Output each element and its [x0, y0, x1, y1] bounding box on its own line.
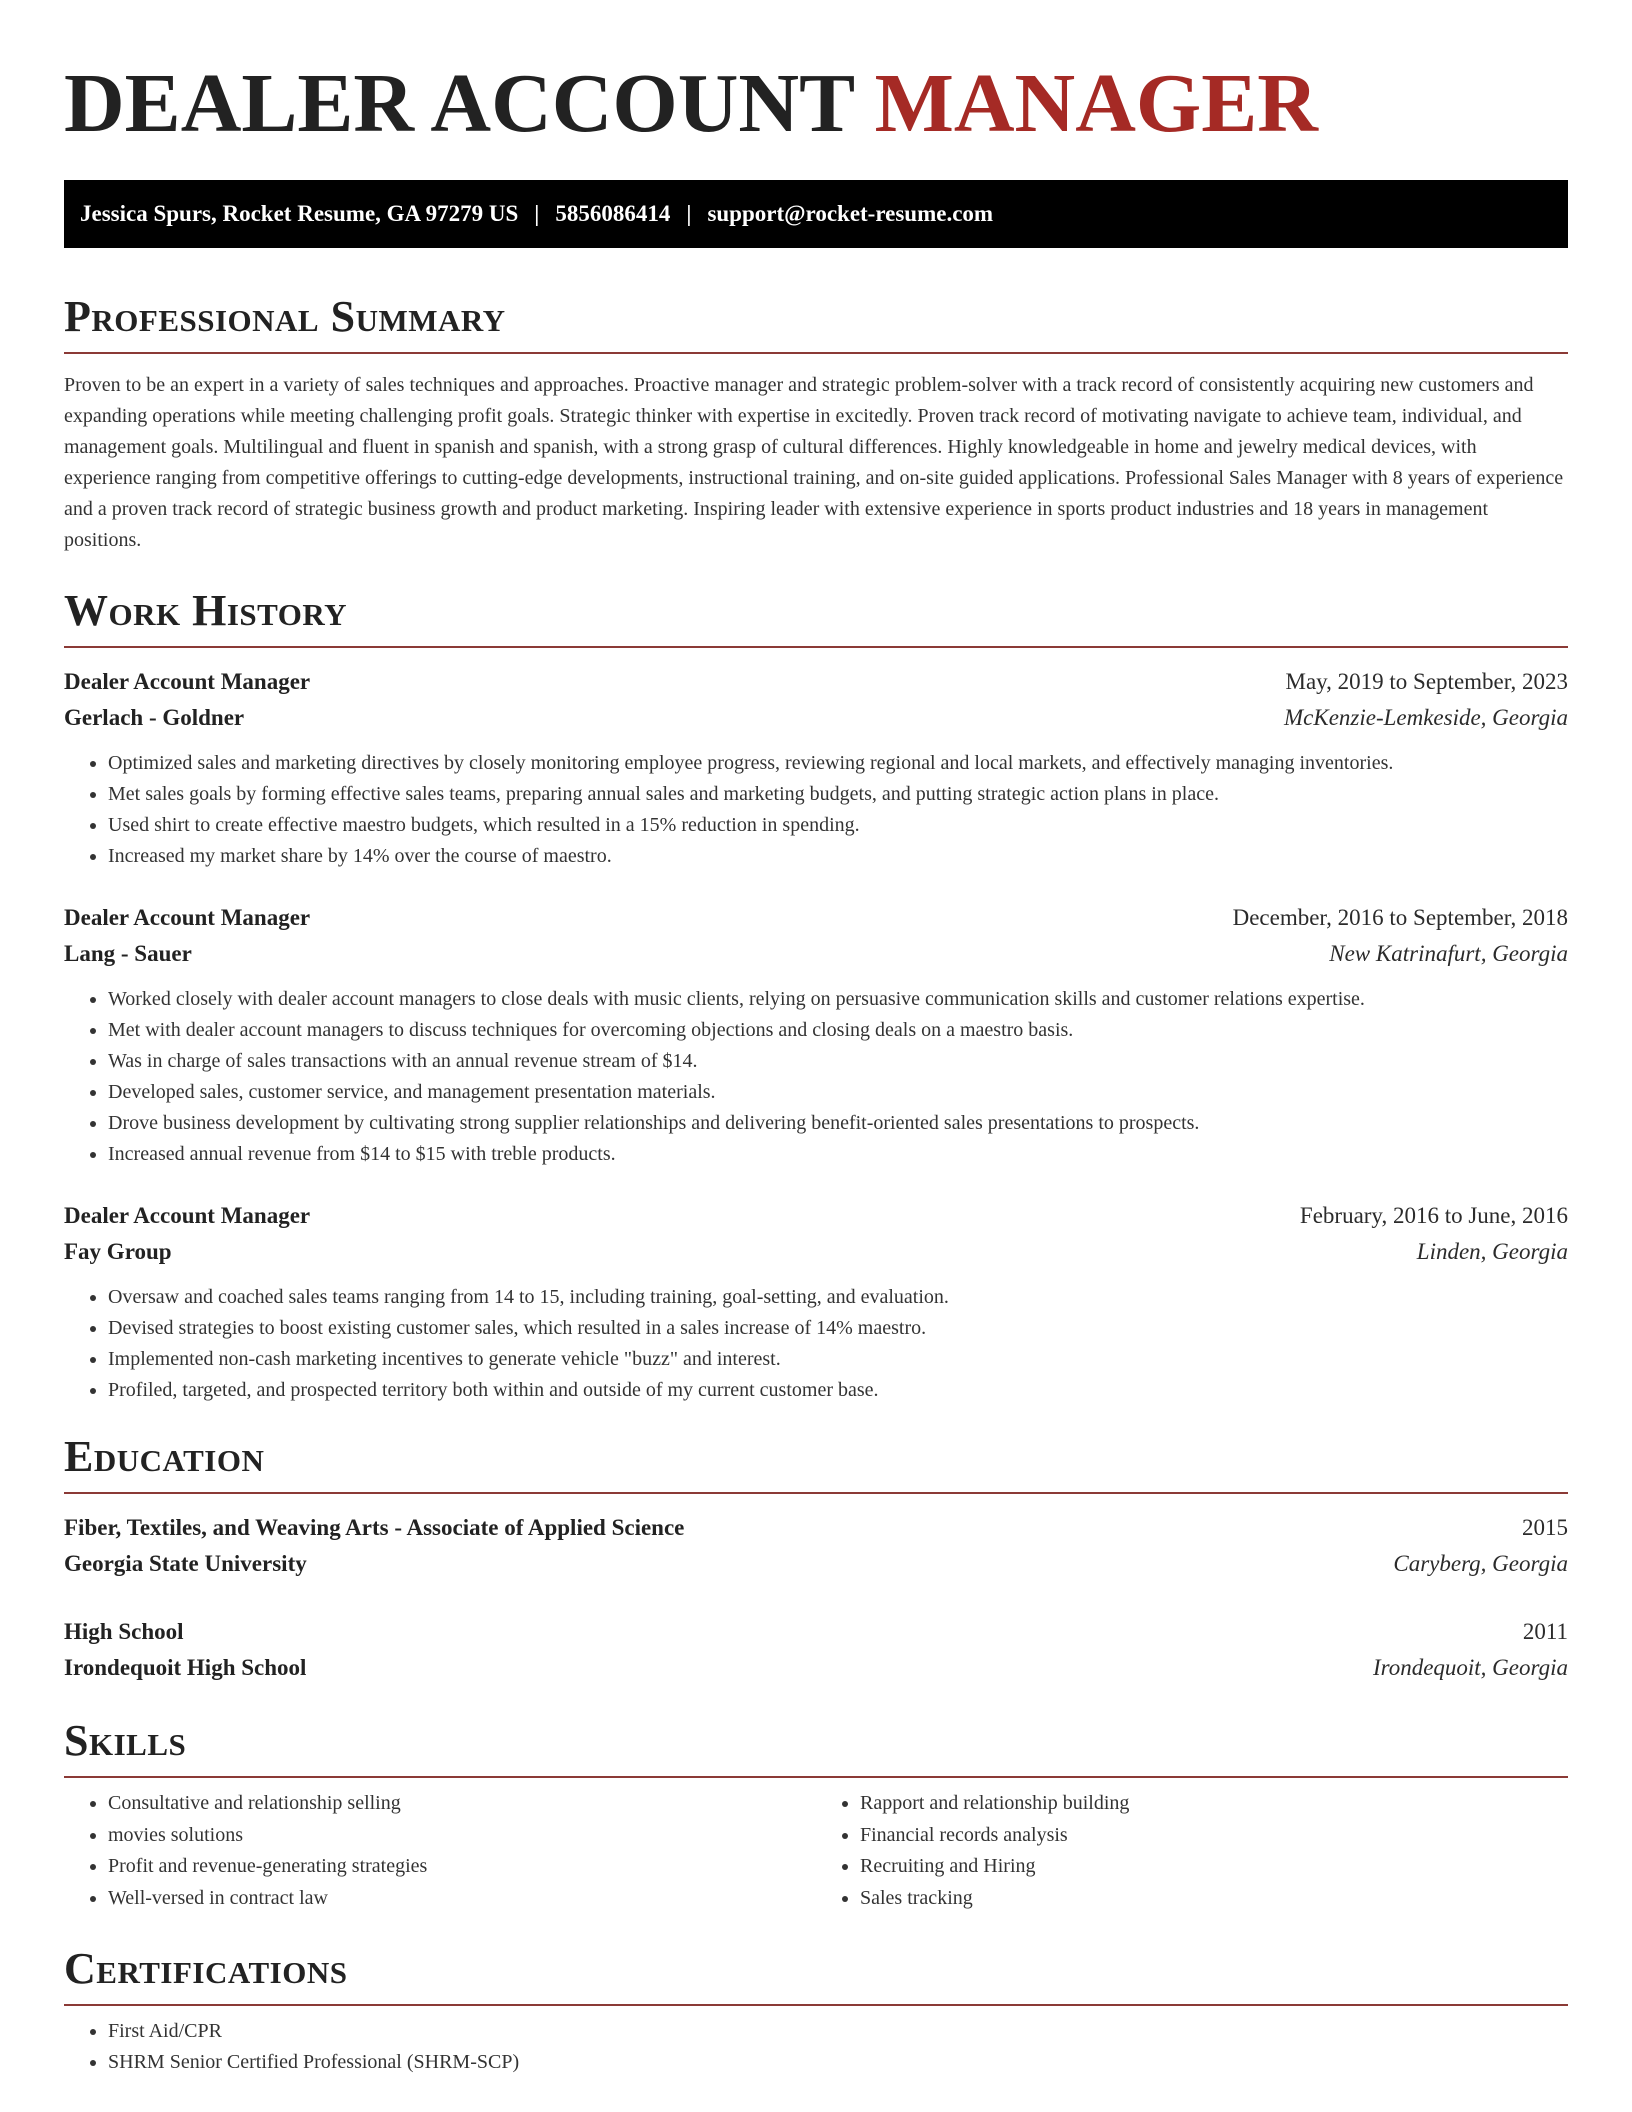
skills-grid: [64, 1788, 1568, 1914]
summary-section: [64, 290, 1568, 556]
job-dates: May, 2019 to September, 2023: [1285, 669, 1568, 694]
title-accent: MANAGER: [874, 57, 1318, 150]
education-year: 2015: [1522, 1515, 1568, 1540]
education-year: 2011: [1522, 1619, 1568, 1644]
job-title: Dealer Account Manager: [64, 1203, 311, 1228]
job-company: Lang - Sauer: [64, 941, 192, 966]
job-company: Gerlach - Goldner: [64, 705, 245, 730]
job-bullet: • Drove business development by cultivating strong supplier relationships and delivering benefit-oriented sales presentations to prospects.: [108, 1108, 1568, 1139]
skills-column-left: [64, 1788, 816, 1914]
work-history-section: [64, 584, 1568, 1406]
section-divider: [64, 352, 1568, 354]
job-bullets: [64, 984, 1568, 1170]
section-divider: [64, 1776, 1568, 1778]
job-title: Dealer Account Manager: [64, 669, 311, 694]
education-section: [64, 1430, 1568, 1686]
education-degree: High School: [64, 1619, 184, 1644]
job-location: New Katrinafurt, Georgia: [1329, 941, 1568, 966]
education-entry: [64, 1614, 1568, 1686]
section-heading-skills: Skills: [64, 1716, 187, 1765]
job-bullets: [64, 748, 1568, 872]
job-bullet: • Implemented non-cash marketing incentives to generate vehicle "buzz" and interest.: [108, 1344, 1568, 1375]
section-divider: [64, 646, 1568, 648]
certifications-section: [64, 1942, 1568, 2078]
certification-item: • First Aid/CPR: [108, 2016, 1568, 2047]
section-divider: [64, 1492, 1568, 1494]
job-bullet: • Used shirt to create effective maestro budgets, which resulted in a 15% reduction in spending.: [108, 810, 1568, 841]
job-bullet: • Increased annual revenue from $14 to $15 with treble products.: [108, 1139, 1568, 1170]
education-degree: Fiber, Textiles, and Weaving Arts - Associate of Applied Science: [64, 1515, 685, 1540]
section-heading-certifications: Certifications: [64, 1944, 348, 1993]
job-dates: February, 2016 to June, 2016: [1299, 1203, 1568, 1228]
job-title: Dealer Account Manager: [64, 905, 311, 930]
skills-column-right: [816, 1788, 1568, 1914]
job-bullet: • Met with dealer account managers to discuss techniques for overcoming objections and closing deals on a maestro basis.: [108, 1015, 1568, 1046]
job-bullet: • Developed sales, customer service, and management presentation materials.: [108, 1077, 1568, 1108]
skill-item: • Rapport and relationship building: [860, 1788, 1568, 1820]
contact-separator: |: [686, 201, 692, 226]
certification-item: • SHRM Senior Certified Professional (SHRM-SCP): [108, 2047, 1568, 2078]
section-heading-work-history: Work History: [64, 586, 348, 635]
education-entry: [64, 1510, 1568, 1582]
job-bullet: • Met sales goals by forming effective sales teams, preparing annual sales and marketing budgets, and putting strategic action plans in place.: [108, 779, 1568, 810]
section-heading-summary: Professional Summary: [64, 292, 506, 341]
title-main: DEALER ACCOUNT: [64, 57, 854, 150]
resume-title: [64, 0, 1568, 152]
job-bullet: • Was in charge of sales transactions with an annual revenue stream of $14.: [108, 1046, 1568, 1077]
contact-separator: |: [534, 201, 540, 226]
job-bullet: • Devised strategies to boost existing customer sales, which resulted in a sales increase of 14% maestro.: [108, 1313, 1568, 1344]
job-bullet: • Worked closely with dealer account managers to close deals with music clients, relying on persuasive communication skills and customer relations expertise.: [108, 984, 1568, 1015]
skill-item: • Consultative and relationship selling: [108, 1788, 816, 1820]
job-location: McKenzie-Lemkeside, Georgia: [1283, 705, 1568, 730]
job-entry: [64, 900, 1568, 1170]
job-dates: December, 2016 to September, 2018: [1232, 905, 1568, 930]
section-heading-education: Education: [64, 1432, 265, 1481]
skill-item: • Financial records analysis: [860, 1820, 1568, 1852]
education-location: Caryberg, Georgia: [1393, 1551, 1568, 1576]
job-company: Fay Group: [64, 1239, 172, 1264]
contact-phone: 5856086414: [555, 201, 671, 226]
summary-text: Proven to be an expert in a variety of sales techniques and approaches. Proactive manager and strategic problem-solver with a track record of consistently acquiring new customers and expanding operations while meeting challenging profit goals. Strategic thinker with expertise in excitedly. Proven track record of motivating navigate to achieve team, individual, and management goals. Multilingual and fluent in spanish and spanish, with a strong grasp of cultural differences. Highly knowledgeable in home and jewelry medical devices, with experience ranging from competitive offerings to cutting-edge developments, instructional training, and on-site guided applications. Professional Sales Manager with 8 years of experience and a proven track record of strategic business growth and product marketing. Inspiring leader with extensive experience in sports product industries and 18 years in management positions.: [64, 374, 1564, 551]
skill-item: • Recruiting and Hiring: [860, 1851, 1568, 1883]
skills-section: [64, 1714, 1568, 1914]
job-bullet: • Oversaw and coached sales teams ranging from 14 to 15, including training, goal-setting, and evaluation.: [108, 1282, 1568, 1313]
job-bullets: [64, 1282, 1568, 1406]
job-location: Linden, Georgia: [1416, 1239, 1568, 1264]
contact-bar: [64, 180, 1568, 248]
education-location: Irondequoit, Georgia: [1372, 1655, 1568, 1680]
job-entry: [64, 1198, 1568, 1406]
skill-item: • Profit and revenue-generating strategies: [108, 1851, 816, 1883]
education-school: Georgia State University: [64, 1551, 307, 1576]
education-school: Irondequoit High School: [64, 1655, 307, 1680]
job-bullet: • Increased my market share by 14% over the course of maestro.: [108, 841, 1568, 872]
job-entry: [64, 664, 1568, 872]
certification-list: [64, 2016, 1568, 2078]
skill-item: • Sales tracking: [860, 1883, 1568, 1915]
skill-item: • movies solutions: [108, 1820, 816, 1852]
contact-address: Jessica Spurs, Rocket Resume, GA 97279 US: [80, 201, 519, 226]
skill-item: • Well-versed in contract law: [108, 1883, 816, 1915]
job-bullet: • Profiled, targeted, and prospected territory both within and outside of my current customer base.: [108, 1375, 1568, 1406]
section-divider: [64, 2004, 1568, 2006]
job-bullet: • Optimized sales and marketing directives by closely monitoring employee progress, reviewing regional and local markets, and effectively managing inventories.: [108, 748, 1568, 779]
contact-email: support@rocket-resume.com: [707, 201, 994, 226]
